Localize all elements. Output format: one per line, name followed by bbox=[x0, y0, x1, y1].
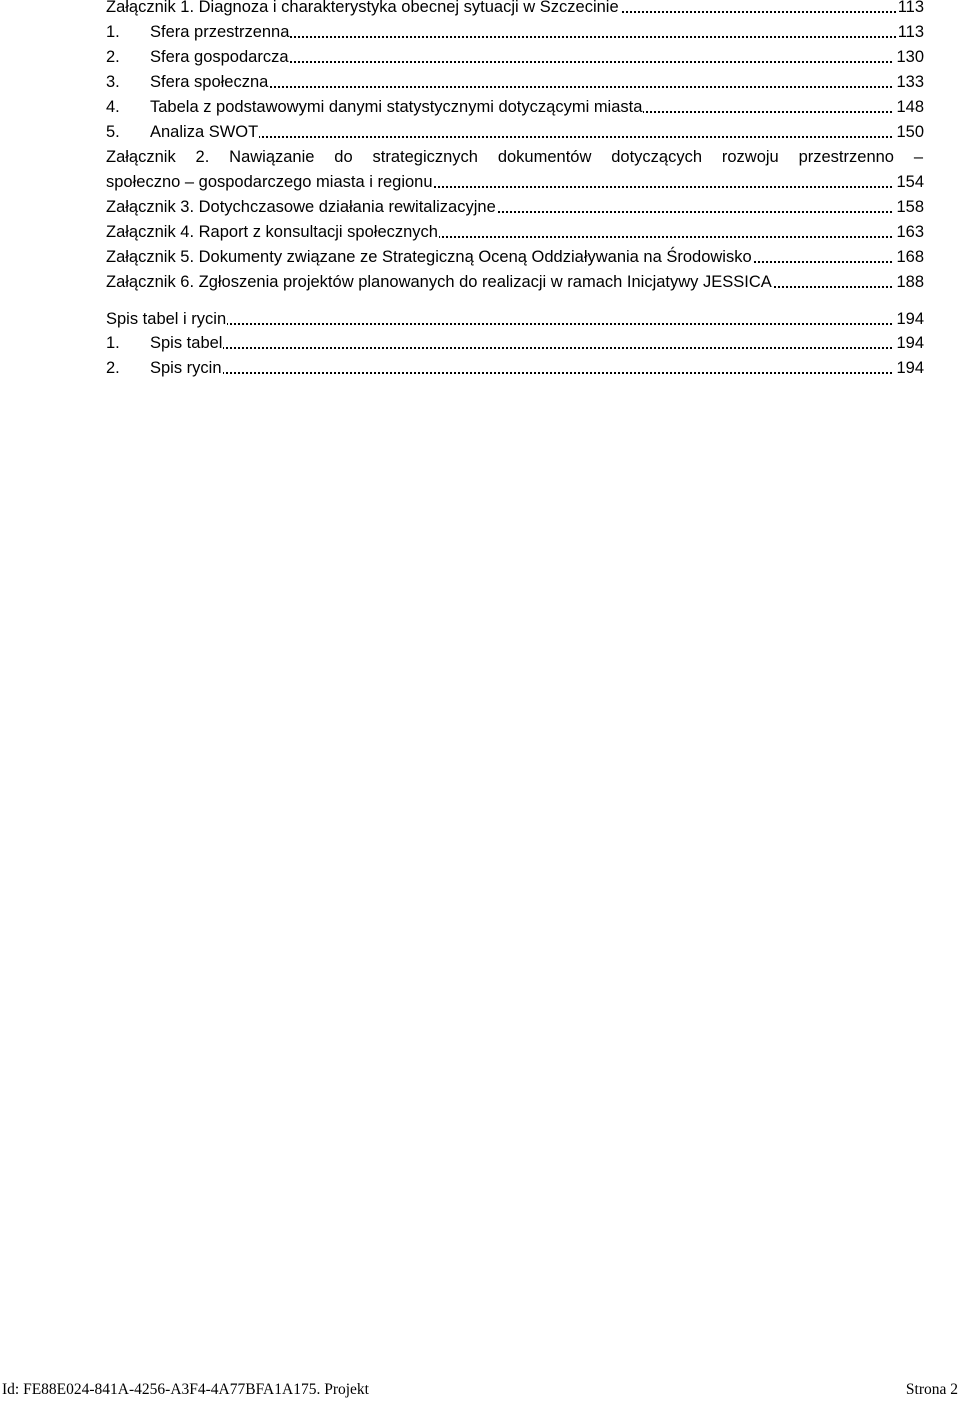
toc-entry[interactable] bbox=[106, 120, 924, 144]
toc-entry-title: 3. Sfera społeczna bbox=[106, 70, 269, 94]
leader-dots bbox=[106, 347, 924, 349]
toc-entry-page: 133 bbox=[894, 70, 924, 94]
toc-entry-title: Spis tabel i rycin bbox=[106, 307, 227, 331]
toc-entry[interactable] bbox=[106, 245, 924, 269]
toc-entry-page: 194 bbox=[894, 307, 924, 331]
toc-entry-page: 194 bbox=[894, 331, 924, 355]
toc-entry[interactable] bbox=[106, 170, 924, 194]
toc-entry-number: 2. bbox=[106, 359, 120, 377]
toc-entry-title: Załącznik 4. Raport z konsultacji społecznych bbox=[106, 220, 439, 244]
toc-entry-line[interactable] bbox=[106, 145, 924, 169]
toc-entry-title: Załącznik 1. Diagnoza i charakterystyka obecnej sytuacji w Szczecinie bbox=[106, 0, 620, 19]
toc-entry-number: 1. bbox=[106, 23, 120, 41]
toc-entry-page: 150 bbox=[894, 120, 924, 144]
toc-entry[interactable] bbox=[106, 20, 924, 44]
toc-entry-number: 3. bbox=[106, 73, 120, 91]
toc-entry-page: 188 bbox=[894, 270, 924, 294]
toc-entry-number: 4. bbox=[106, 98, 120, 116]
page-number-footer: Strona 2 bbox=[905, 1381, 958, 1398]
toc-entry[interactable] bbox=[106, 95, 924, 119]
toc-entry-title: społeczno – gospodarczego miasta i regionu bbox=[106, 170, 434, 194]
toc-entry-page: 194 bbox=[894, 356, 924, 380]
leader-dots bbox=[106, 323, 924, 325]
toc-entry-title: 1. Spis tabel bbox=[106, 331, 223, 355]
toc-entry-page: 130 bbox=[894, 45, 924, 69]
toc-entry-number: 1. bbox=[106, 334, 120, 352]
toc-entry-title: 4. Tabela z podstawowymi danymi statystycznymi dotyczącymi miasta bbox=[106, 95, 643, 119]
toc-entry-page: 158 bbox=[894, 195, 924, 219]
leader-dots bbox=[106, 372, 924, 374]
toc-entry-number: 2. bbox=[106, 48, 120, 66]
toc-entry-title: 5. Analiza SWOT bbox=[106, 120, 259, 144]
toc-entry-title: 1. Sfera przestrzenna bbox=[106, 20, 290, 44]
toc-entry-page: 154 bbox=[894, 170, 924, 194]
toc-entry-number: 5. bbox=[106, 123, 120, 141]
toc-entry-title: 2. Spis rycin bbox=[106, 356, 223, 380]
toc-entry-page: 148 bbox=[894, 95, 924, 119]
toc-entry-title: Załącznik 6. Zgłoszenia projektów planowanych do realizacji w ramach Inicjatywy JESSICA bbox=[106, 270, 773, 294]
toc-entry-page: 113 bbox=[896, 20, 924, 44]
toc-entry[interactable] bbox=[106, 331, 924, 355]
toc-entry[interactable] bbox=[106, 45, 924, 69]
toc-entry-page: 168 bbox=[894, 245, 924, 269]
toc-entry-title: Załącznik 3. Dotychczasowe działania rewitalizacyjne bbox=[106, 195, 497, 219]
toc-entry-page: 113 bbox=[896, 0, 924, 19]
toc-entry-title: Załącznik 2. Nawiązanie do strategicznych dokumentów dotyczących rozwoju przestrzenno – bbox=[106, 148, 923, 166]
toc-entry-title: 2. Sfera gospodarcza bbox=[106, 45, 290, 69]
document-id-footer: Id: FE88E024-841A-4256-A3F4-4A77BFA1A175. Projekt bbox=[2, 1381, 369, 1398]
toc-entry-title: Załącznik 5. Dokumenty związane ze Strategiczną Oceną Oddziaływania na Środowisko bbox=[106, 245, 753, 269]
toc-entry[interactable] bbox=[106, 70, 924, 94]
toc-entry[interactable] bbox=[106, 356, 924, 380]
toc-entry[interactable] bbox=[106, 220, 924, 244]
toc-entry[interactable] bbox=[106, 270, 924, 294]
toc-entry[interactable] bbox=[106, 307, 924, 331]
toc-entry-page: 163 bbox=[894, 220, 924, 244]
toc-entry[interactable] bbox=[106, 0, 924, 19]
toc-entry[interactable] bbox=[106, 195, 924, 219]
